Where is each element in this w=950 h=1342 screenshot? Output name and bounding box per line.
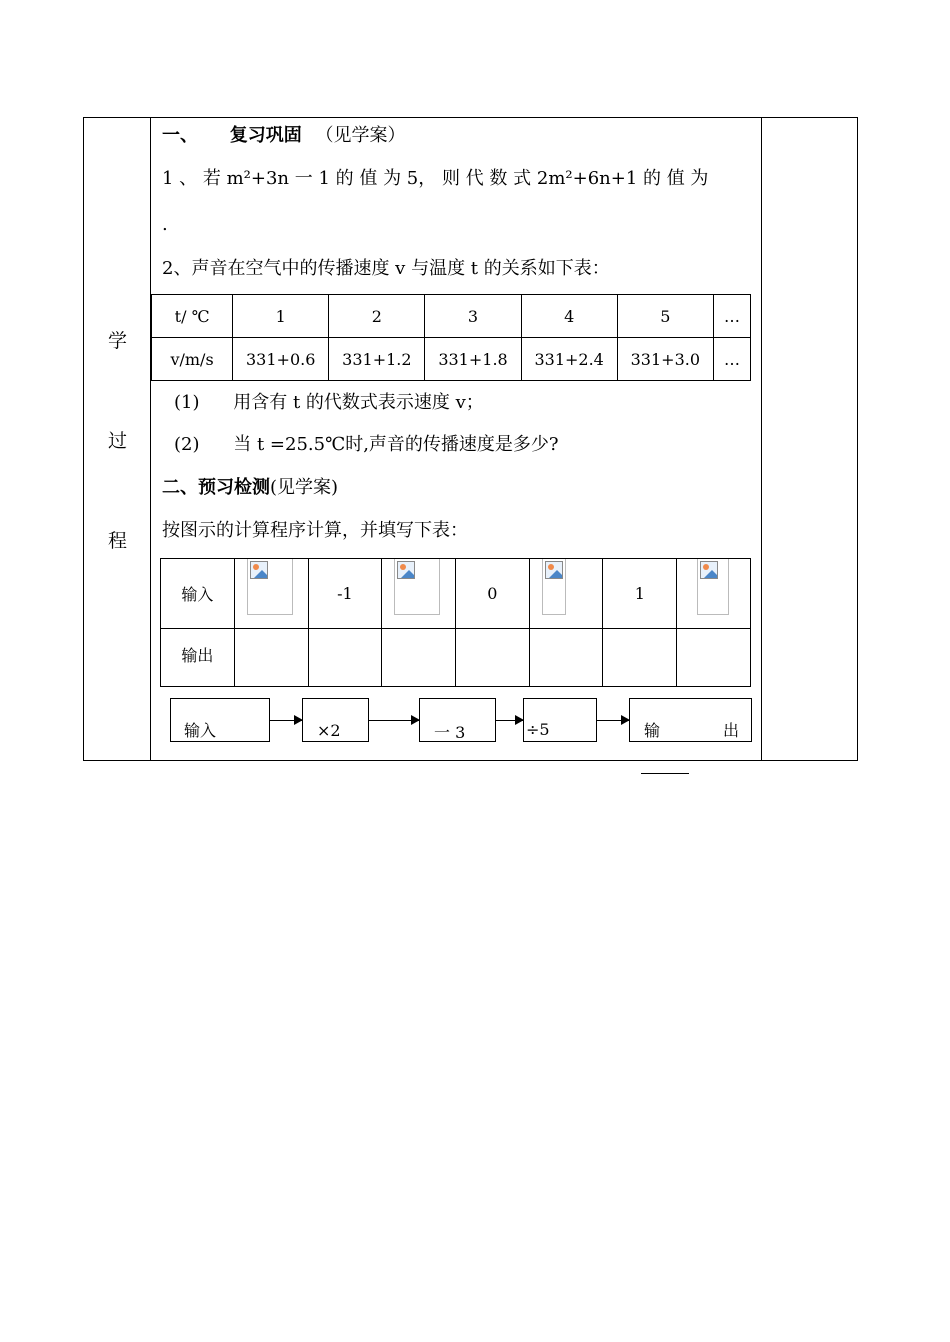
flow-box-output <box>629 698 752 742</box>
output-label-cell: 输出 <box>161 629 235 687</box>
image-cell <box>234 559 308 629</box>
table-row <box>161 629 751 687</box>
side-label-3: 程 <box>107 530 127 552</box>
output-cell <box>529 629 603 687</box>
image-cell <box>677 559 751 629</box>
table-cell: … <box>713 295 750 338</box>
input-value-cell: 1 <box>603 559 677 629</box>
sub-question-2-text: 当 t =25.5℃时,声音的传播速度是多少? <box>233 434 559 455</box>
table-cell: 331+1.8 <box>425 338 521 381</box>
table-row <box>152 338 751 381</box>
section1-note: （见学案） <box>315 125 406 146</box>
broken-image-icon <box>394 559 440 615</box>
table-cell: v/m/s <box>152 338 233 381</box>
col-divider-right <box>761 118 762 760</box>
flow-arrow-icon <box>369 720 419 721</box>
flow-box-multiply <box>302 698 369 742</box>
output-cell <box>677 629 751 687</box>
table-cell: 2 <box>329 295 425 338</box>
sub-question-1-num: (1) <box>174 392 200 413</box>
flow-box-output-label-1: 输 <box>644 721 661 740</box>
answer-underline <box>641 773 689 774</box>
question-1: 1 、 若 m²+3n 一 1 的 值 为 5， 则 代 数 式 2m²+6n+1 的 值 为 <box>162 168 709 189</box>
flow-box-subtract <box>419 698 496 742</box>
table-cell: 1 <box>233 295 329 338</box>
broken-image-icon <box>247 559 293 615</box>
section2-heading <box>162 473 338 499</box>
flow-box-multiply-label: ×2 <box>317 721 341 740</box>
section1-heading <box>162 121 405 147</box>
question-2: 2、声音在空气中的传播速度 v 与温度 t 的关系如下表： <box>162 258 610 279</box>
table-cell: 331+3.0 <box>617 338 713 381</box>
table-cell: 5 <box>617 295 713 338</box>
instruction: 按图示的计算程序计算，并填写下表： <box>162 520 468 541</box>
input-value-cell: 0 <box>456 559 530 629</box>
flow-arrow-icon <box>496 720 523 721</box>
flow-box-input-label: 输入 <box>184 721 217 740</box>
sub-question-2-num: (2) <box>174 434 200 455</box>
sub-question-1 <box>174 388 484 414</box>
lesson-frame <box>83 117 858 761</box>
table-cell: t/ ℃ <box>152 295 233 338</box>
input-output-table <box>160 558 751 687</box>
section2-title: 二、预习检测 <box>162 477 270 498</box>
table-cell: 331+0.6 <box>233 338 329 381</box>
flow-arrow-icon <box>597 720 629 721</box>
flow-box-divide-label: ÷5 <box>526 720 550 739</box>
section1-num: 一、 <box>162 125 198 146</box>
section2-note: (见学案) <box>270 477 339 498</box>
broken-image-icon <box>697 559 729 615</box>
sub-question-1-text: 用含有 t 的代数式表示速度 v； <box>233 392 484 413</box>
section1-title: 复习巩固 <box>229 125 302 146</box>
output-cell <box>603 629 677 687</box>
table-row <box>161 559 751 629</box>
side-label-2: 过 <box>107 430 127 452</box>
flow-arrow-icon <box>270 720 302 721</box>
table-cell: … <box>713 338 750 381</box>
input-value-cell: -1 <box>308 559 382 629</box>
question-1-blank: . <box>162 214 168 235</box>
speed-temperature-table <box>151 294 751 381</box>
image-cell <box>529 559 603 629</box>
side-label-1: 学 <box>107 330 127 352</box>
table-cell: 3 <box>425 295 521 338</box>
output-cell <box>308 629 382 687</box>
output-cell <box>382 629 456 687</box>
table-row <box>152 295 751 338</box>
table-cell: 331+1.2 <box>329 338 425 381</box>
table-cell: 331+2.4 <box>521 338 617 381</box>
flow-box-divide <box>523 698 597 742</box>
broken-image-icon <box>542 559 566 615</box>
flow-box-input <box>170 698 270 742</box>
flow-box-output-label-2: 出 <box>722 721 739 740</box>
input-label-cell: 输入 <box>161 559 235 629</box>
output-cell <box>234 629 308 687</box>
output-cell <box>456 629 530 687</box>
sub-question-2 <box>174 430 559 456</box>
table-cell: 4 <box>521 295 617 338</box>
flow-box-subtract-label: 一 3 <box>434 723 466 742</box>
image-cell <box>382 559 456 629</box>
